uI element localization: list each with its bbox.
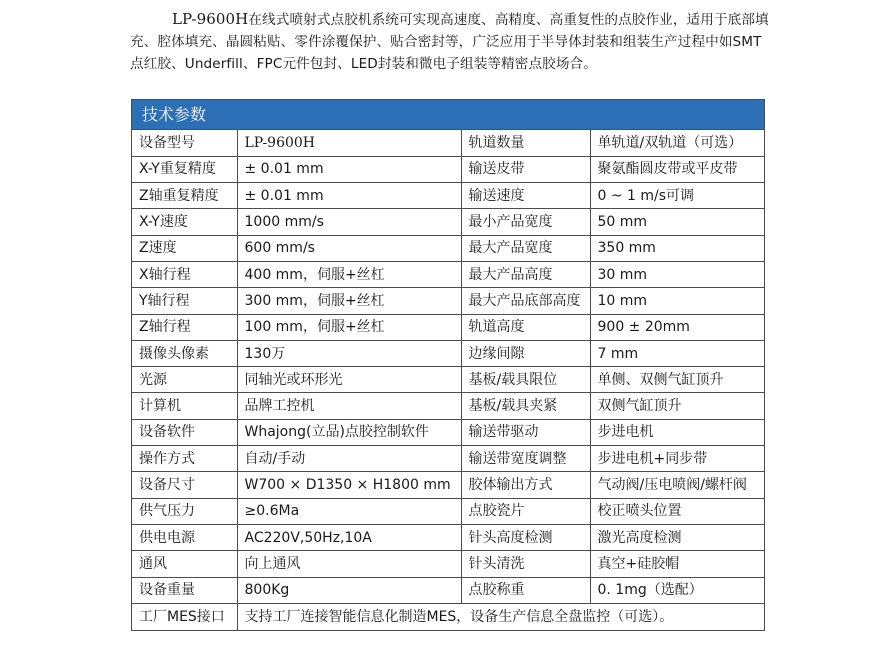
spec-value: 聚氨酯圆皮带或平皮带: [590, 156, 764, 182]
spec-label: 点胶称重: [461, 577, 590, 603]
spec-label: X-Y速度: [132, 209, 237, 235]
spec-label: 输送带驱动: [461, 419, 590, 445]
spec-label: 轨道数量: [461, 130, 590, 156]
table-row: [132, 498, 764, 524]
spec-value: 300 mm，伺服+丝杠: [237, 288, 461, 314]
spec-label: 针头高度检测: [461, 524, 590, 550]
spec-value: 400 mm，伺服+丝杠: [237, 261, 461, 287]
spec-label: 最大产品高度: [461, 261, 590, 287]
spec-label: Z速度: [132, 235, 237, 261]
spec-label: 设备重量: [132, 577, 237, 603]
spec-label: 光源: [132, 367, 237, 393]
spec-label: 点胶瓷片: [461, 498, 590, 524]
spec-value: 900 ± 20mm: [590, 314, 764, 340]
spec-value: 向上通风: [237, 551, 461, 577]
spec-value: ≥0.6Ma: [237, 498, 461, 524]
spec-label: X-Y重复精度: [132, 156, 237, 182]
spec-label: 设备型号: [132, 130, 237, 156]
spec-value: 1000 mm/s: [237, 209, 461, 235]
spec-value: 30 mm: [590, 261, 764, 287]
spec-label: 最大产品宽度: [461, 235, 590, 261]
spec-label: 胶体输出方式: [461, 472, 590, 498]
spec-label: 设备尺寸: [132, 472, 237, 498]
spec-label: 通风: [132, 551, 237, 577]
spec-value: 单侧、双侧气缸顶升: [590, 367, 764, 393]
table-row: [132, 472, 764, 498]
spec-label: 摄像头像素: [132, 340, 237, 366]
table-row: [132, 340, 764, 366]
spec-label: 输送皮带: [461, 156, 590, 182]
spec-value: 双侧气缸顶升: [590, 393, 764, 419]
spec-value: 600 mm/s: [237, 235, 461, 261]
spec-label: 输送速度: [461, 183, 590, 209]
spec-label: 操作方式: [132, 446, 237, 472]
spec-value: 0. 1mg（选配）: [590, 577, 764, 603]
spec-value: ± 0.01 mm: [237, 156, 461, 182]
spec-label: 工厂MES接口: [132, 603, 237, 629]
spec-value: 800Kg: [237, 577, 461, 603]
spec-label: X轴行程: [132, 261, 237, 287]
spec-label: 最小产品宽度: [461, 209, 590, 235]
spec-value: 0 ~ 1 m/s可调: [590, 183, 764, 209]
table-row: [132, 393, 764, 419]
table-row-mes: [132, 603, 764, 629]
intro-model: LP-9600H: [172, 10, 249, 28]
table-row: [132, 130, 764, 156]
spec-value: 350 mm: [590, 235, 764, 261]
spec-label: 边缘间隙: [461, 340, 590, 366]
spec-value: ± 0.01 mm: [237, 183, 461, 209]
spec-value: 步进电机+同步带: [590, 446, 764, 472]
table-row: [132, 261, 764, 287]
table-row: [132, 314, 764, 340]
spec-value: 支持工厂连接智能信息化制造MES，设备生产信息全盘监控（可选）。: [237, 603, 764, 629]
spec-value: 真空+硅胶帽: [590, 551, 764, 577]
specs-table: [131, 99, 765, 631]
table-row: [132, 156, 764, 182]
spec-value: 100 mm，伺服+丝杠: [237, 314, 461, 340]
spec-label: 供电电源: [132, 524, 237, 550]
spec-value: 步进电机: [590, 419, 764, 445]
specs-title: 技术参数: [132, 100, 764, 130]
spec-label: 输送带宽度调整: [461, 446, 590, 472]
table-row: [132, 419, 764, 445]
table-row: [132, 367, 764, 393]
spec-value: 校正喷头位置: [590, 498, 764, 524]
specs-grid: [132, 130, 764, 630]
spec-value: 气动阀/压电喷阀/螺杆阀: [590, 472, 764, 498]
spec-value: 同轴光或环形光: [237, 367, 461, 393]
spec-label: 轨道高度: [461, 314, 590, 340]
table-row: [132, 183, 764, 209]
spec-value: 130万: [237, 340, 461, 366]
spec-label: 基板/载具限位: [461, 367, 590, 393]
spec-value: 自动/手动: [237, 446, 461, 472]
intro-paragraph: [130, 8, 770, 75]
spec-value: W700 × D1350 × H1800 mm: [237, 472, 461, 498]
spec-label: Z轴重复精度: [132, 183, 237, 209]
spec-value: 7 mm: [590, 340, 764, 366]
spec-label: 供气压力: [132, 498, 237, 524]
spec-value: 激光高度检测: [590, 524, 764, 550]
table-row: [132, 446, 764, 472]
intro-text: 在线式喷射式点胶机系统可实现高速度、高精度、高重复性的点胶作业，适用于底部填充、腔体填充、晶圆粘贴、零件涂覆保护、贴合密封等，广泛应用于半导体封装和组装生产过程中如SMT点红胶、Underfill、FPC元件包封、LED封装和微电子组装等精密点胶场合。: [130, 12, 769, 72]
spec-value: 品牌工控机: [237, 393, 461, 419]
spec-label: 针头清洗: [461, 551, 590, 577]
spec-label: 计算机: [132, 393, 237, 419]
spec-value: 10 mm: [590, 288, 764, 314]
spec-value: Whajong(立品)点胶控制软件: [237, 419, 461, 445]
table-row: [132, 577, 764, 603]
spec-label: 最大产品底部高度: [461, 288, 590, 314]
spec-value: LP-9600H: [237, 130, 461, 156]
spec-label: Z轴行程: [132, 314, 237, 340]
spec-value: 50 mm: [590, 209, 764, 235]
table-row: [132, 235, 764, 261]
table-row: [132, 524, 764, 550]
spec-label: 设备软件: [132, 419, 237, 445]
spec-value: AC220V,50Hz,10A: [237, 524, 461, 550]
table-row: [132, 551, 764, 577]
table-row: [132, 288, 764, 314]
table-row: [132, 209, 764, 235]
spec-label: Y轴行程: [132, 288, 237, 314]
spec-label: 基板/载具夹紧: [461, 393, 590, 419]
spec-value: 单轨道/双轨道（可选）: [590, 130, 764, 156]
